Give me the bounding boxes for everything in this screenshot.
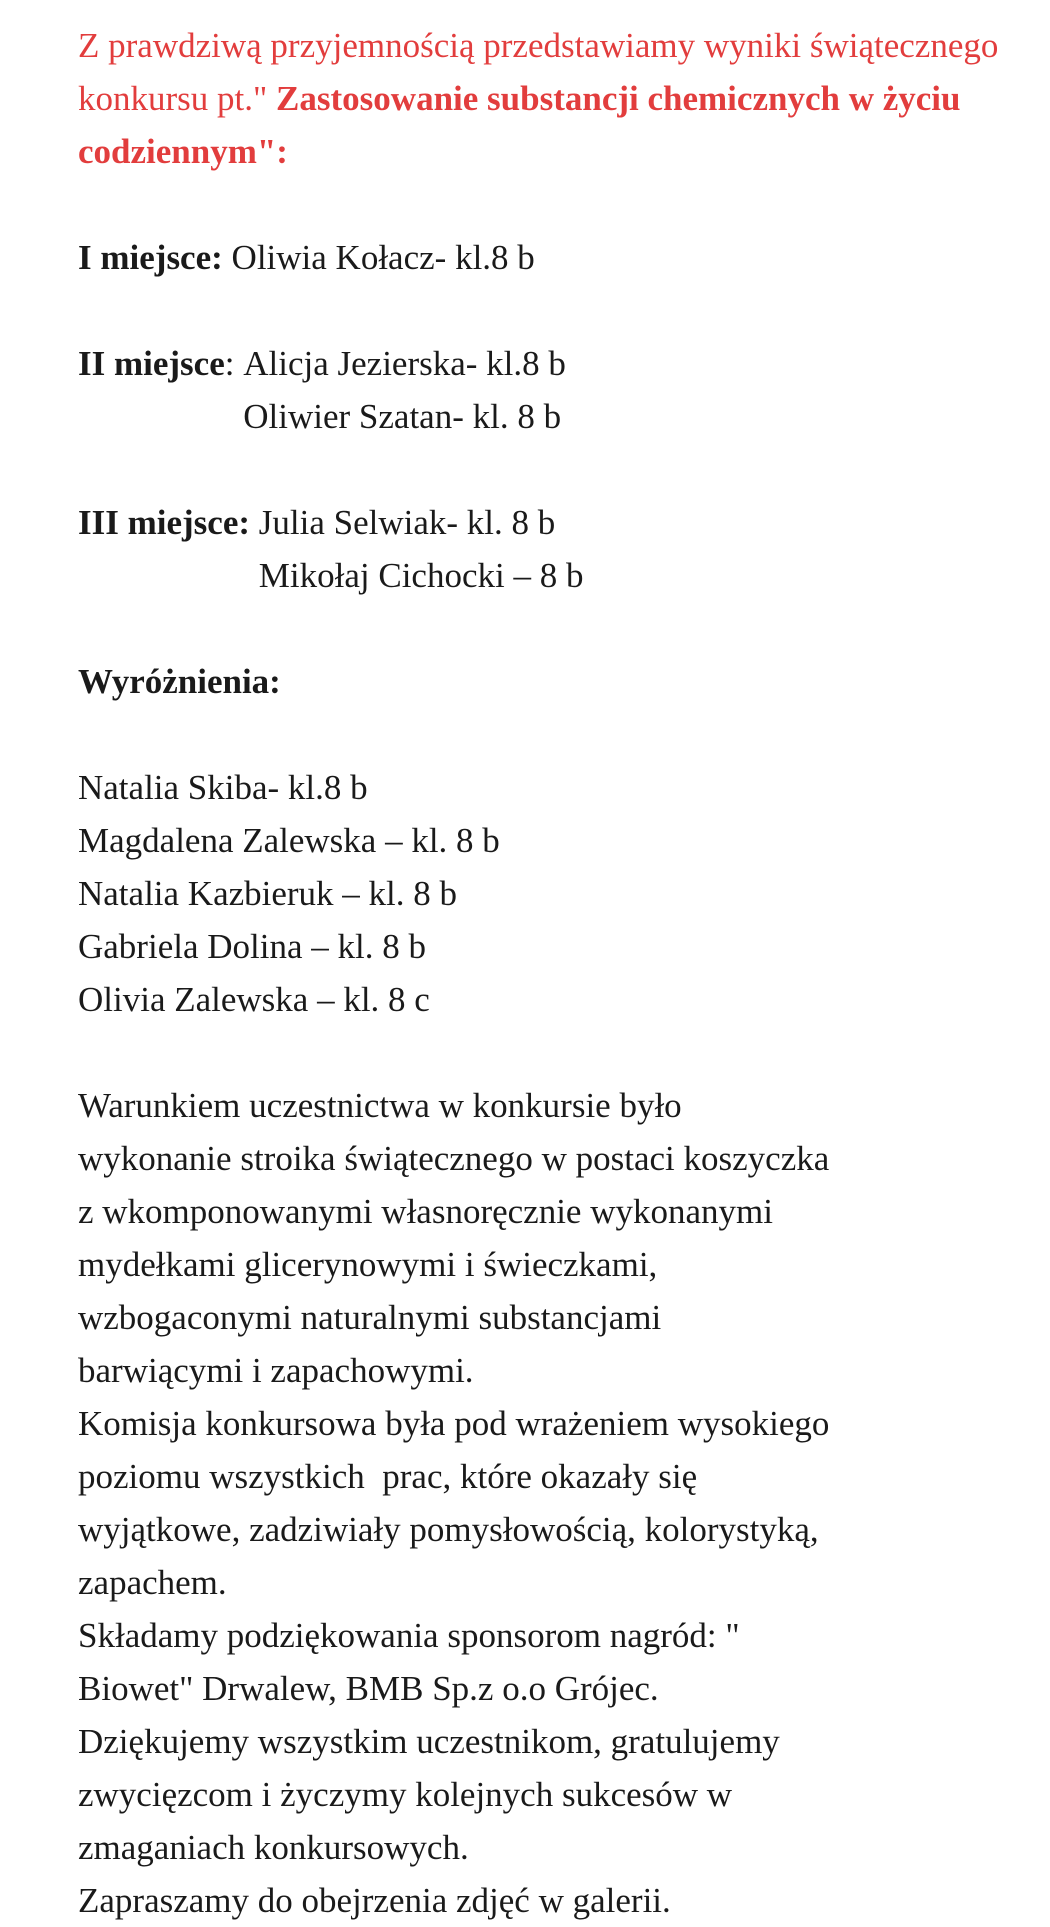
text-line: Składamy podziękowania sponsorom nagród: " (78, 1616, 740, 1655)
honor-item: Magdalena Zalewska – kl. 8 b (78, 821, 500, 860)
intro-text: Z prawdziwą przyjemnością przedstawiamy wyniki świątecznego konkursu pt." (78, 26, 999, 118)
text-line: zapachem. (78, 1563, 227, 1602)
article (78, 19, 1028, 1927)
winner-name: Mikołaj Cichocki – 8 b (258, 556, 584, 595)
place-label: III miejsce: (78, 503, 251, 542)
intro-paragraph (78, 19, 1028, 178)
place-label: II miejsce: (78, 344, 244, 383)
text-line: wyjątkowe, zadziwiały pomysłowością, kolorystyką, (78, 1510, 819, 1549)
text-line: barwiącymi i zapachowymi. (78, 1351, 474, 1390)
text-line: wykonanie stroika świątecznego w postaci koszyczka (78, 1139, 830, 1178)
text-line: z wkomponowanymi własnoręcznie wykonanymi (78, 1192, 773, 1231)
place-first (78, 231, 1028, 284)
winner-name: Alicja Jezierska- kl.8 b (243, 344, 566, 383)
winner-name: Julia Selwiak- kl. 8 b (258, 503, 556, 542)
text-line: Biowet" Drwalew, BMB Sp.z o.o Grójec. (78, 1669, 659, 1708)
text-line: mydełkami glicerynowymi i świeczkami, (78, 1245, 658, 1284)
text-line: Warunkiem uczestnictwa w konkursie było (78, 1086, 682, 1125)
honor-item: Natalia Skiba- kl.8 b (78, 768, 368, 807)
text-line: Komisja konkursowa była pod wrażeniem wysokiego (78, 1404, 830, 1443)
place-second (78, 337, 1028, 443)
text-line: Dziękujemy wszystkim uczestnikom, gratulujemy (78, 1722, 780, 1761)
text-line: zmaganiach konkursowych. (78, 1828, 469, 1867)
honor-item: Olivia Zalewska – kl. 8 c (78, 980, 430, 1019)
text-line: Zapraszamy do obejrzenia zdjęć w galerii. (78, 1881, 671, 1920)
honor-item: Gabriela Dolina – kl. 8 b (78, 927, 426, 966)
winner-name: Oliwia Kołacz- kl.8 b (231, 238, 535, 277)
text-line: wzbogaconymi naturalnymi substancjami (78, 1298, 662, 1337)
contest-title: Zastosowanie substancji chemicznych w życiu codziennym": (78, 79, 961, 171)
text-line: zwycięzcom i życzymy kolejnych sukcesów w (78, 1775, 733, 1814)
place-third (78, 496, 1028, 602)
honors-list (78, 761, 1028, 1026)
text-line: poziomu wszystkich prac, które okazały się (78, 1457, 698, 1496)
winner-name: Oliwier Szatan- kl. 8 b (243, 397, 562, 436)
honors-heading: Wyróżnienia: (78, 662, 281, 701)
honor-item: Natalia Kazbieruk – kl. 8 b (78, 874, 458, 913)
place-label: I miejsce: (78, 238, 223, 277)
description-text (78, 1079, 1028, 1927)
